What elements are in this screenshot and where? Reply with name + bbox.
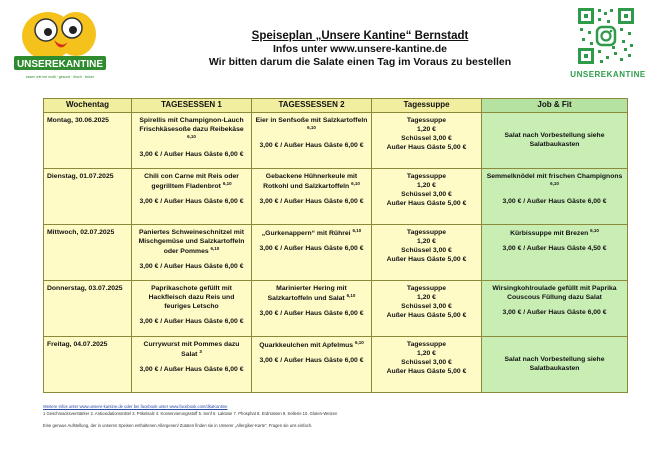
soup-price: Schüssel 3,00 €: [401, 359, 452, 367]
soup-price: 1,20 €: [417, 181, 436, 189]
soup-name: Tagessuppe: [406, 284, 447, 292]
logo-text: UNSEREKANTINE: [16, 59, 104, 70]
price-text: 3,00 € / Außer Haus Gäste 6,00 €: [139, 318, 244, 326]
menu-table: [43, 98, 628, 393]
soup-cell: [372, 336, 482, 392]
footer-link-line[interactable]: Weitere Infos unter www.unsere-kantine.de oder bei facebook unter www.facebook.com/dkaKantine: [43, 404, 228, 409]
jf-cell: [482, 280, 628, 336]
day-cell: Donnerstag, 03.07.2025: [44, 280, 132, 336]
soup-cell: [372, 112, 482, 168]
e2-cell: [252, 168, 372, 224]
allergen-code: 6,10: [550, 180, 559, 186]
allergen-code: 3: [199, 348, 202, 354]
day-cell: Dienstag, 01.07.2025: [44, 168, 132, 224]
day-cell: Mittwoch, 02.07.2025: [44, 224, 132, 280]
jf-cell: [482, 168, 628, 224]
soup-price: Schüssel 3,00 €: [401, 191, 452, 199]
e2-cell: [252, 112, 372, 168]
table-header-row: [44, 99, 628, 113]
price-text: 3,00 € / Außer Haus Gäste 6,00 €: [259, 198, 364, 206]
allergen-code: 6,10: [354, 339, 364, 345]
day-cell: Montag, 30.06.2025: [44, 112, 132, 168]
soup-price: Schüssel 3,00 €: [401, 303, 452, 311]
dish-name: Eier in Senfsoße mit Salzkartoffeln: [255, 116, 368, 124]
dish-name: Wirsingkohlroulade gefüllt mit Paprika Couscous Füllung dazu Salat: [492, 284, 617, 301]
soup-cell: [372, 168, 482, 224]
allergen-code: 6,10: [351, 180, 360, 186]
price-text: 3,00 € / Außer Haus Gäste 6,00 €: [259, 310, 364, 318]
table-row: [44, 280, 628, 336]
e2-cell: [252, 224, 372, 280]
allergen-code: 6,10: [352, 227, 362, 233]
allergen-legend: 1 Geschmacksverstärker 2. Antioxidationsmittel 3. Pökelsalz 4. Konservierungsstoff 5. Senf 6. Laktose 7. Phosphat 8. Erdnüssen 9. Sellerie 10. Gluten-Weizen: [43, 410, 338, 416]
table-row: [44, 168, 628, 224]
price-text: 3,00 € / Außer Haus Gäste 6,00 €: [139, 151, 244, 159]
allergen-code: 6,10: [222, 180, 232, 186]
table-row: [44, 224, 628, 280]
info-line: Infos unter www.unsere-kantine.de: [272, 43, 448, 55]
price-text: 3,00 € / Außer Haus Gäste 6,00 €: [259, 244, 364, 252]
qr-code-icon[interactable]: [576, 6, 636, 66]
jf-cell: [482, 224, 628, 280]
column-header: Job & Fit: [482, 99, 628, 113]
dish-name: Salat nach Vorbestellung siehe Salatbaukasten: [504, 132, 605, 149]
price-text: 3,00 € / Außer Haus Gäste 6,00 €: [502, 198, 607, 206]
dish-name: Gebackene Hühnerkeule mit Rotkohl und Salzkartoffeln: [263, 172, 358, 190]
dish-name: Spirellis mit Champignon-Lauch Frischkäsesoße dazu Reibekäse: [139, 116, 244, 133]
soup-price: Außer Haus Gäste 5,00 €: [386, 200, 467, 208]
dish-name: Quarkkeulchen mit Apfelmus: [259, 341, 354, 349]
price-text: 3,00 € / Außer Haus Gäste 6,00 €: [139, 263, 244, 271]
soup-price: Außer Haus Gäste 5,00 €: [386, 368, 467, 376]
dish-name: Paniertes Schweineschnitzel mit Mischgemüse und Salzkartoffeln oder Pommes: [138, 228, 245, 256]
kantine-logo: [10, 6, 110, 86]
soup-name: Tagessuppe: [406, 172, 447, 180]
soup-cell: [372, 280, 482, 336]
dish-name: Semmelknödel mit frischen Champignons: [486, 172, 623, 180]
soup-price: Außer Haus Gäste 5,00 €: [386, 256, 467, 264]
soup-price: 1,20 €: [417, 237, 436, 245]
notice-line: Wir bitten darum die Salate einen Tag im Voraus zu bestellen: [208, 56, 512, 68]
column-header: Wochentag: [44, 99, 132, 113]
table-row: [44, 336, 628, 392]
dish-name: Salat nach Vorbestellung siehe Salatbaukasten: [504, 356, 605, 373]
logo-tagline: essen wie bei mutti · gesund · frisch · lecker: [25, 75, 95, 79]
allergen-note: Eine genaue Aufstellung, der in unseren Speisen enthaltenen Allergenen/ Zutaten finden sie in Unserer „Allergiker-Karte“. Fragen sie uns einfach.: [43, 423, 313, 429]
soup-name: Tagessuppe: [406, 228, 447, 236]
e1-cell: [132, 224, 252, 280]
soup-price: Schüssel 3,00 €: [401, 135, 452, 143]
soup-price: 1,20 €: [417, 349, 436, 357]
day-cell: Freitag, 04.07.2025: [44, 336, 132, 392]
column-header: TAGESESSEN 1: [132, 99, 252, 113]
allergen-code: 6,10: [187, 134, 196, 140]
allergen-code: 6,10: [210, 246, 220, 252]
dish-name: Kürbissuppe mit Brezen: [510, 229, 589, 237]
soup-price: 1,20 €: [417, 125, 436, 133]
e1-cell: [132, 168, 252, 224]
price-text: 3,00 € / Außer Haus Gäste 6,00 €: [139, 198, 244, 206]
column-header: TAGESSESSEN 2: [252, 99, 372, 113]
dish-name: Paprikaschote gefüllt mit Hackfleisch dazu Reis und feuriges Letscho: [148, 284, 235, 311]
jf-cell: [482, 336, 628, 392]
dish-name: Marinierter Hering mit Salzkartoffeln und Salat: [267, 284, 347, 302]
soup-cell: [372, 224, 482, 280]
footer: [43, 404, 627, 430]
jf-cell: [482, 112, 628, 168]
soup-price: Außer Haus Gäste 5,00 €: [386, 312, 467, 320]
soup-price: 1,20 €: [417, 293, 436, 301]
price-text: 3,00 € / Außer Haus Gäste 6,00 €: [139, 366, 244, 374]
price-text: 3,00 € / Außer Haus Gäste 4,50 €: [502, 244, 607, 252]
price-text: 3,00 € / Außer Haus Gäste 6,00 €: [502, 309, 607, 317]
dish-name: Chili con Carne mit Reis oder gegrilltem Fladenbrot: [144, 172, 239, 190]
qr-label: UNSEREKANTINE: [570, 70, 646, 79]
e2-cell: [252, 336, 372, 392]
e1-cell: [132, 280, 252, 336]
dish-name: Currywurst mit Pommes dazu Salat: [143, 340, 240, 358]
price-text: 3,00 € / Außer Haus Gäste 6,00 €: [259, 356, 364, 364]
e2-cell: [252, 280, 372, 336]
e1-cell: [132, 112, 252, 168]
page-header: [150, 30, 570, 68]
e1-cell: [132, 336, 252, 392]
allergen-code: 6,10: [590, 227, 599, 233]
allergen-code: 6,10: [346, 292, 356, 298]
dish-name: „Gurkenappern“ mit Rührei: [261, 229, 351, 237]
price-text: 3,00 € / Außer Haus Gäste 6,00 €: [259, 142, 364, 150]
soup-name: Tagessuppe: [406, 116, 447, 124]
allergen-code: 6,10: [307, 124, 316, 130]
soup-price: Schüssel 3,00 €: [401, 247, 452, 255]
column-header: Tagessuppe: [372, 99, 482, 113]
page-title: Speiseplan „Unsere Kantine“ Bernstadt: [251, 30, 469, 42]
soup-price: Außer Haus Gäste 5,00 €: [386, 144, 467, 152]
soup-name: Tagessuppe: [406, 340, 447, 348]
table-row: [44, 112, 628, 168]
